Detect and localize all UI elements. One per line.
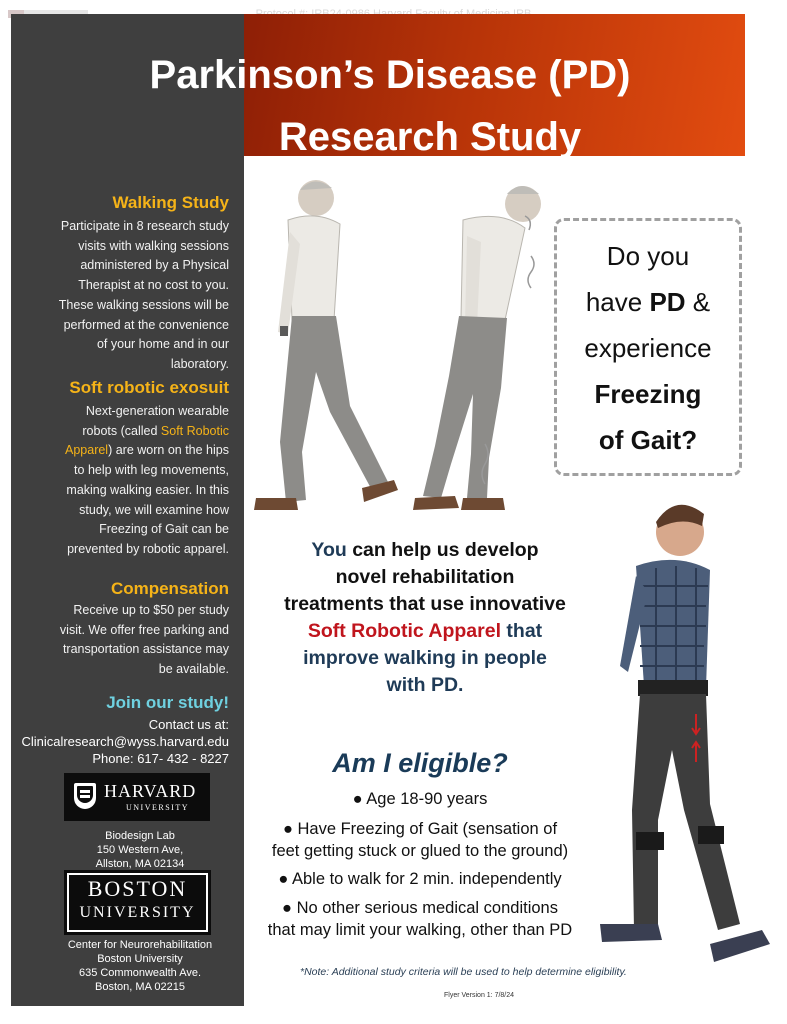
text-line: Receive up to $50 per study [73, 603, 229, 617]
contact-label: Contact us at: [148, 717, 229, 732]
page-subtitle: Research Study [278, 115, 582, 159]
harvard-logo [64, 773, 210, 821]
question-line [557, 279, 739, 325]
exosuit-text [14, 402, 229, 560]
text-line: 635 Commonwealth Ave. [78, 967, 202, 979]
join-heading: Join our study! [106, 693, 229, 712]
pitch-text [250, 537, 600, 699]
text-span: can help us develop [346, 539, 539, 561]
harvard-logo-name: HARVARD [104, 781, 197, 801]
eligibility-note: *Note: Additional study criteria will be used to help determine eligibility. [300, 966, 627, 978]
contact-email-link[interactable]: Clinicalresearch@wyss.harvard.edu [21, 734, 229, 749]
text-line: Biodesign Lab [105, 830, 175, 842]
eligibility-item: ● Have Freezing of Gait (sensation of [282, 820, 558, 838]
text-line: be available. [158, 662, 229, 677]
question-line: experience [584, 333, 712, 363]
question-line: Freezing [594, 379, 702, 409]
contact-phone: Phone: 617- 432 - 8227 [92, 751, 229, 766]
harvard-logo-sub: UNIVERSITY [126, 803, 189, 812]
question-line: Do you [606, 241, 690, 271]
text-line: Freezing of Gait can be [99, 522, 229, 537]
eligibility-item: ● Age 18-90 years [352, 790, 488, 808]
text-line: of your home and in our [96, 337, 229, 352]
text-line: improve walking in people [303, 647, 547, 669]
neurorehab-address [60, 938, 220, 994]
harvard-shield-icon [74, 783, 96, 809]
text-span: & [685, 287, 711, 317]
question-box [554, 218, 742, 476]
bu-logo-line1: BOSTON [87, 876, 188, 901]
text-span: that [501, 620, 543, 642]
eligibility-item: feet getting stuck or glued to the ground) [271, 842, 569, 860]
text-line: to help with leg movements, [74, 463, 229, 478]
text-line: administered by a Physical [80, 258, 229, 273]
bold-text: PD [649, 287, 686, 317]
text-span: have [585, 287, 650, 317]
text-line: treatments that use innovative [284, 593, 566, 615]
text-line: study, we will examine how [79, 502, 229, 517]
highlight-text: Soft Robotic [160, 423, 229, 438]
text-line: with PD. [386, 674, 464, 696]
text-line [250, 537, 600, 564]
text-line: transportation assistance may [62, 642, 229, 657]
text-line: visits with walking sessions [78, 238, 229, 253]
page-title: Parkinson’s Disease (PD) [149, 53, 631, 97]
exosuit-heading: Soft robotic exosuit [69, 378, 229, 397]
text-line: Boston, MA 02215 [95, 981, 185, 993]
text-line: Boston University [97, 953, 183, 965]
text-line: Center for Neurorehabilitation [67, 939, 213, 951]
boston-university-logo [64, 870, 211, 935]
highlight-text: Apparel [65, 443, 109, 458]
contact-block [0, 716, 229, 767]
text-line: Next-generation wearable [85, 404, 229, 418]
text-line: Participate in 8 research study [60, 219, 229, 233]
eligibility-item: that may limit your walking, other than PD [267, 921, 573, 939]
text-line [14, 441, 229, 461]
text-line: These walking sessions will be [58, 297, 229, 312]
text-line: novel rehabilitation [335, 566, 515, 588]
text-line: making walking easier. In this [66, 482, 229, 497]
bu-logo-line2: UNIVERSITY [79, 904, 196, 921]
elderly-walker-image [250, 176, 400, 520]
text-line: Therapist at no cost to you. [78, 278, 229, 293]
pitch-you: You [311, 539, 347, 561]
text-line: visit. We offer free parking and [59, 622, 229, 637]
compensation-heading: Compensation [110, 579, 229, 598]
freezing-walker-image [405, 176, 555, 520]
eligibility-item: ● No other serious medical conditions [282, 899, 558, 917]
walking-study-text [14, 217, 229, 375]
text-line: laboratory. [170, 356, 229, 371]
eligibility-heading: Am I eligible? [332, 748, 508, 778]
compensation-text [14, 601, 229, 680]
text-span: ) are worn on the hips [108, 443, 229, 458]
text-line [14, 422, 229, 442]
text-line: 150 Western Ave, [96, 844, 184, 856]
biodesign-address [60, 829, 220, 871]
text-line [250, 618, 600, 645]
question-line: of Gait? [598, 425, 698, 455]
text-line: performed at the convenience [63, 317, 229, 332]
eligibility-item: ● Able to walk for 2 min. independently [278, 870, 562, 888]
flyer-version: Flyer Version 1: 7/8/24 [444, 992, 515, 999]
text-line: prevented by robotic apparel. [67, 541, 229, 556]
text-span: robots (called [82, 423, 161, 438]
walking-study-heading: Walking Study [112, 193, 229, 212]
exosuit-walker-image [596, 496, 776, 976]
text-line: Allston, MA 02134 [95, 858, 185, 870]
pitch-highlight: Soft Robotic Apparel [307, 620, 502, 642]
